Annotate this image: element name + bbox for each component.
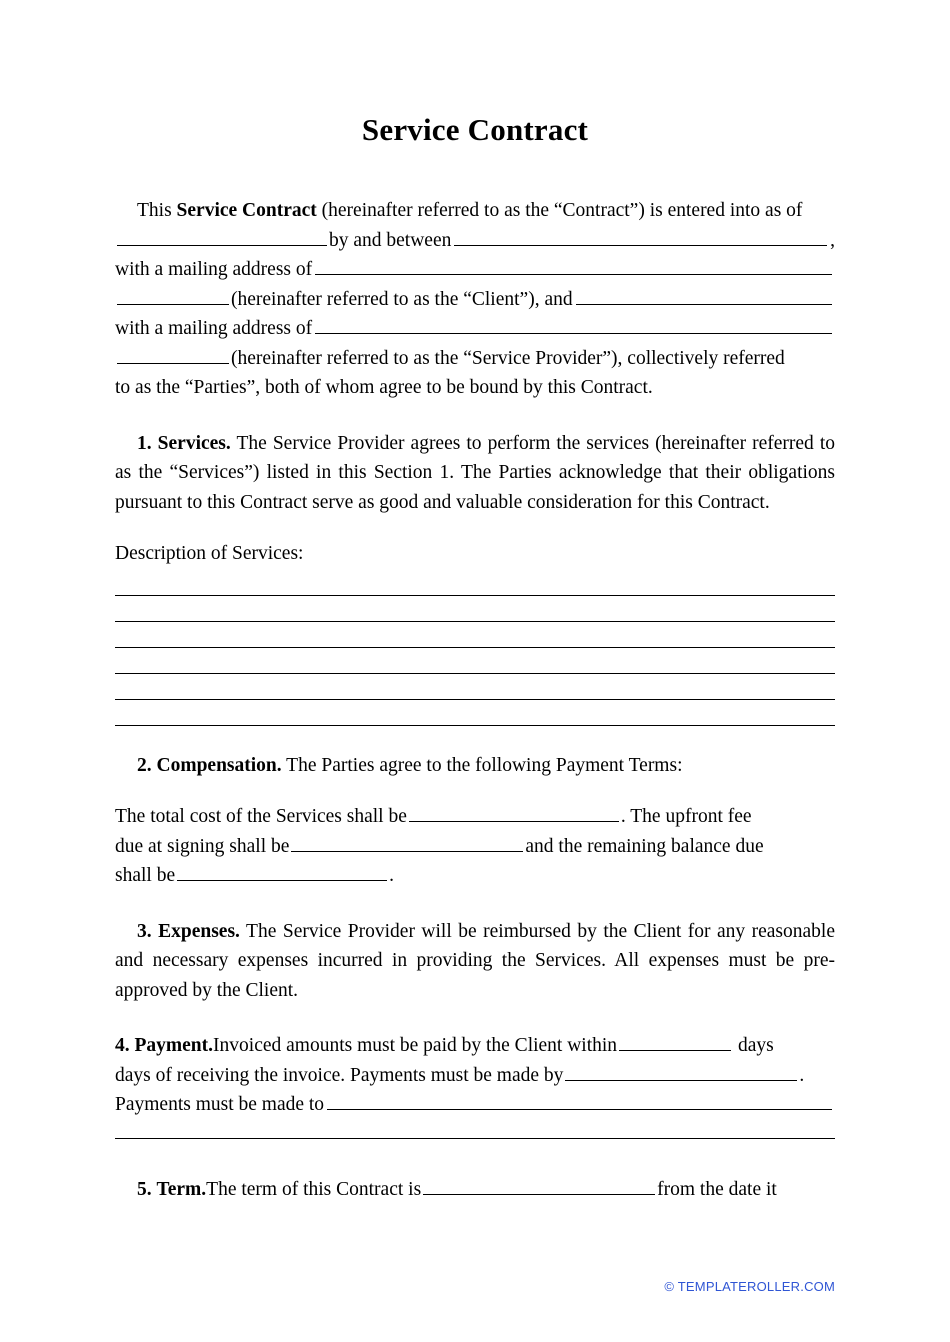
section-5-heading: Term.	[156, 1178, 207, 1200]
section-4-text-d: Payments must be made to	[115, 1094, 325, 1115]
services-blank-lines	[115, 595, 835, 726]
intro-line-2	[115, 226, 835, 256]
intro-line5-label: with a mailing address of	[115, 318, 313, 339]
section-3-heading: Expenses.	[158, 920, 240, 942]
compensation-line1-a: The total cost of the Services shall be	[115, 806, 407, 827]
services-blank-line[interactable]	[115, 647, 835, 648]
document-body	[115, 196, 835, 1204]
section-2	[115, 751, 835, 781]
compensation-line3-b: .	[389, 865, 394, 886]
section-4-line-1: 4. Payment. Invoiced amounts must be paid by the Client within days	[115, 1031, 835, 1061]
section-2-heading: Compensation.	[156, 754, 282, 776]
section-1	[115, 429, 835, 518]
section-4-text-c: .	[799, 1064, 805, 1086]
section-4-line-3	[115, 1090, 835, 1120]
blank-total-cost[interactable]	[409, 804, 619, 822]
compensation-line3-a: shall be	[115, 865, 176, 886]
services-label: Description of Services:	[115, 543, 304, 564]
section-4-text-a: Invoiced amounts must be paid by the Client within	[213, 1035, 618, 1056]
blank-contract-date[interactable]	[117, 228, 327, 246]
blank-payment-days[interactable]	[619, 1033, 731, 1051]
blank-provider-name[interactable]	[576, 287, 832, 305]
compensation-line-2	[115, 832, 835, 862]
section-4-heading: Payment.	[134, 1035, 214, 1056]
blank-term-length[interactable]	[423, 1177, 655, 1195]
section-5-text-b: from the date it	[657, 1178, 777, 1200]
services-blank-line[interactable]	[115, 673, 835, 674]
compensation-line2-b: and the remaining balance due	[525, 835, 764, 857]
intro-line3-label: with a mailing address of	[115, 259, 313, 280]
footer	[0, 1279, 950, 1294]
intro-lead-bold: Service Contract	[176, 200, 317, 221]
intro-lead-plain: This	[137, 200, 177, 221]
blank-remaining-balance[interactable]	[177, 863, 387, 881]
page-title: Service Contract	[361, 112, 589, 147]
section-3-text: The Service Provider will be reimbursed by the Client for any reasonable and necessary expenses incurred in providing the Services. All expenses must be pre-approved by the Client.	[115, 920, 835, 1001]
blank-payment-method[interactable]	[565, 1063, 797, 1081]
blank-provider-address[interactable]	[315, 316, 832, 334]
intro-line4-mid: (hereinafter referred to as the “Client”), and	[231, 288, 573, 310]
intro-line-6	[115, 344, 835, 374]
section-3	[115, 917, 835, 1006]
section-5-number: 5.	[137, 1178, 152, 1200]
compensation-line-3	[115, 861, 835, 891]
intro-line-4	[115, 285, 835, 315]
section-2-text: The Parties agree to the following Payment Terms:	[281, 754, 683, 776]
section-2-number: 2.	[137, 754, 152, 776]
blank-payment-recipient[interactable]	[327, 1092, 832, 1110]
section-4-text-b: days of receiving the invoice. Payments must be made by	[115, 1064, 564, 1086]
blank-client-address-cont[interactable]	[117, 287, 229, 305]
intro-paragraph	[115, 196, 835, 226]
intro-line-5	[115, 314, 835, 344]
blank-client-name[interactable]	[454, 228, 827, 246]
blank-upfront-fee[interactable]	[291, 834, 523, 852]
compensation-line2-a: due at signing shall be	[115, 835, 290, 857]
services-blank-line[interactable]	[115, 621, 835, 622]
intro-line-3	[115, 255, 835, 285]
blank-client-address[interactable]	[315, 257, 832, 275]
intro-line6-text: (hereinafter referred to as the “Service Provider”), collectively referred	[231, 347, 785, 369]
services-blank-line[interactable]	[115, 595, 835, 596]
copyright-link[interactable]: © TEMPLATEROLLER.COM	[664, 1279, 835, 1294]
intro-line2-mid: by and between	[329, 229, 452, 251]
intro-line-7: to as the “Parties”, both of whom agree to be bound by this Contract.	[115, 377, 653, 398]
section-1-number: 1.	[137, 432, 152, 454]
intro-line2-end: ,	[830, 229, 835, 251]
section-5-text-a: The term of this Contract is	[206, 1178, 422, 1200]
section-1-heading: Services.	[157, 432, 231, 454]
compensation-line1-b: . The upfront fee	[620, 806, 752, 827]
services-blank-line[interactable]	[115, 725, 835, 726]
section-5-line-1	[115, 1175, 835, 1205]
section-4-line-2	[115, 1061, 835, 1091]
compensation-line-1	[115, 802, 835, 832]
section-4-number: 4.	[115, 1035, 130, 1056]
intro-lead-rest: (hereinafter referred to as the “Contract”) is entered into as of	[316, 200, 803, 221]
section-1-text: The Service Provider agrees to perform the services (hereinafter referred to as the “Services”) listed in this Section 1. The Parties acknowledge that their obligations pursuant to this Contract serve as good and valuable consideration for this Contract.	[115, 432, 835, 513]
services-blank-line[interactable]	[115, 699, 835, 700]
blank-provider-address-cont[interactable]	[117, 346, 229, 364]
section-3-number: 3.	[137, 920, 152, 942]
